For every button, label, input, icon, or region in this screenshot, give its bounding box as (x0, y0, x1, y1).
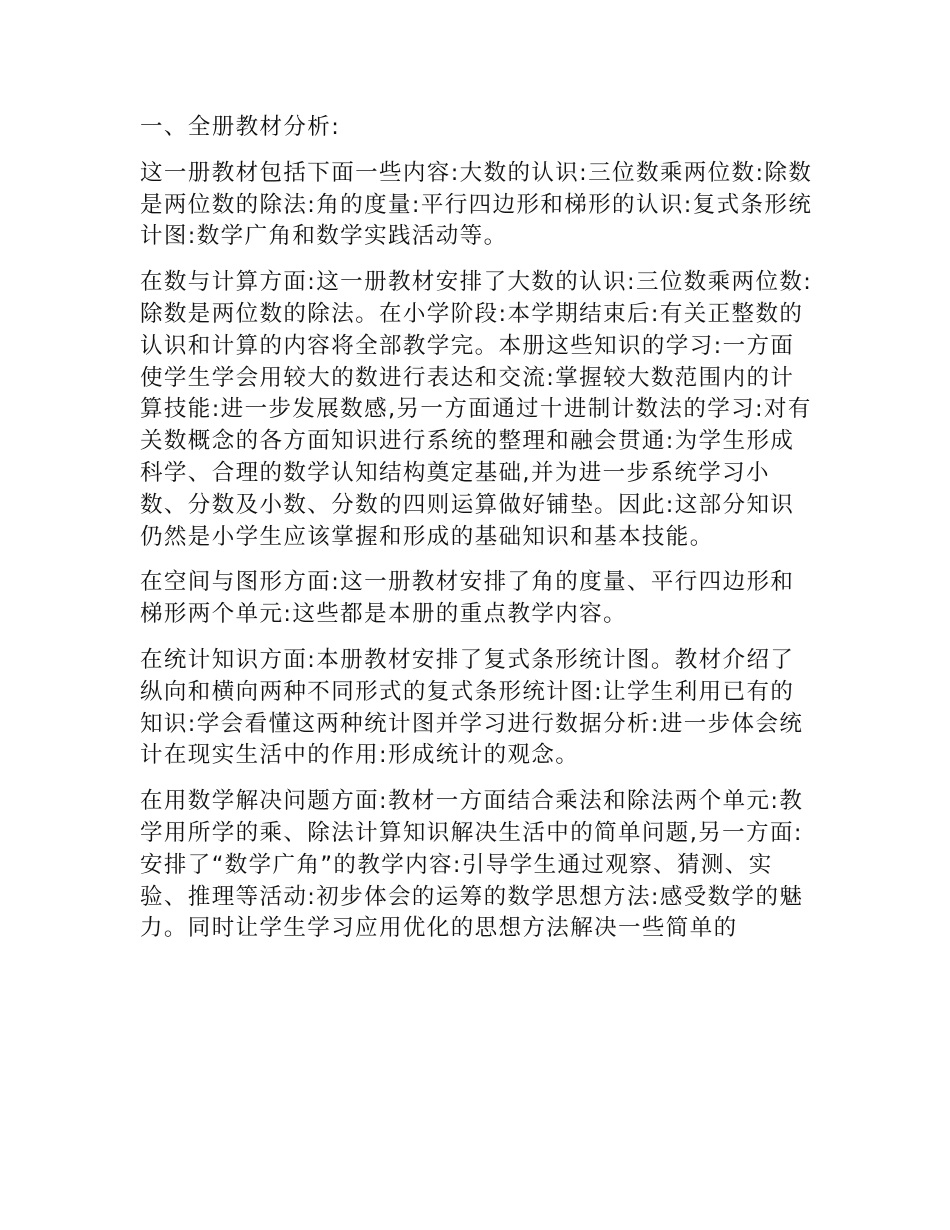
paragraph-number-calculation: 在数与计算方面:这一册教材安排了大数的认识:三位数乘两位数:除数是两位数的除法。在小学阶段:本学期结束后:有关正整数的认识和计算的内容将全部教学完。本册这些知识的学习:一方面使学生学会用较大的数进行表达和交流:掌握较大数范围内的计算技能:进一步发展数感,另一方面通过十进制计数法的学习:对有关数概念的各方面知识进行系统的整理和融会贯通:为学生形成科学、合理的数学认知结构奠定基础,并为进一步系统学习小数、分数及小数、分数的四则运算做好铺垫。因此:这部分知识仍然是小学生应该掌握和形成的基础知识和基本技能。 (140, 269, 813, 550)
paragraph-space-geometry: 在空间与图形方面:这一册教材安排了角的度量、平行四边形和梯形两个单元:这些都是本册的重点教学内容。 (140, 569, 795, 628)
section-heading: 一、全册教材分析: (140, 114, 341, 140)
paragraph-problem-solving: 在用数学解决问题方面:教材一方面结合乘法和除法两个单元:教学用所学的乘、除法计算知识解决生活中的简单问题,另一方面:安排了“数学广角”的教学内容:引导学生通过观察、猜测、实验、推理等活动:初步体会的运筹的数学思想方法:感受数学的魅力。同时让学生学习应用优化的思想方法解决一些简单的 (140, 788, 804, 942)
paragraph-statistics: 在统计知识方面:本册教材安排了复式条形统计图。教材介绍了纵向和横向两种不同形式的复式条形统计图:让学生利用已有的知识:学会看懂这两种统计图并学习进行数据分析:进一步体会统计在现实生活中的作用:形成统计的观念。 (140, 646, 804, 769)
paragraph-overview: 这一册教材包括下面一些内容:大数的认识:三位数乘两位数:除数是两位数的除法:角的度量:平行四边形和梯形的认识:复式条形统计图:数学广角和数学实践活动等。 (140, 159, 813, 250)
document-body (140, 112, 816, 959)
